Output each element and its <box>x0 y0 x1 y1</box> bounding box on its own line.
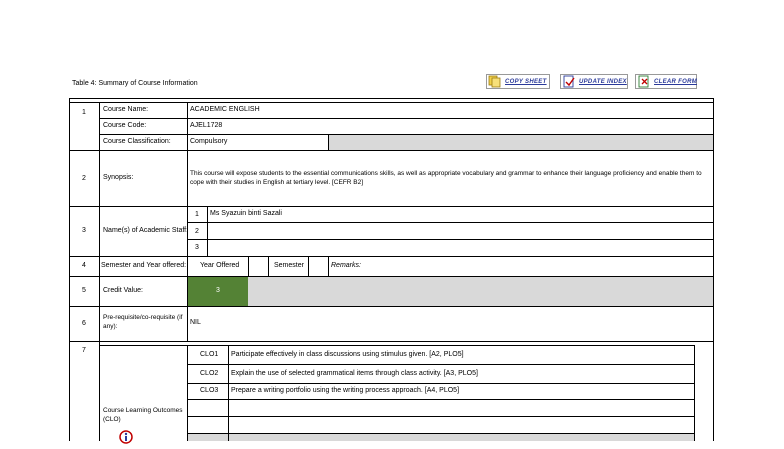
row-number: 2 <box>82 175 86 182</box>
row-number: 1 <box>82 109 86 116</box>
synopsis-label: Synopsis: <box>103 174 134 181</box>
info-icon[interactable] <box>119 430 133 444</box>
prerequisite-label: Pre-requisite/co-requisite (if any): <box>103 314 183 330</box>
clo-code: CLO2 <box>200 370 219 377</box>
row-number: 4 <box>82 262 86 269</box>
staff-number: 2 <box>195 228 199 235</box>
semester-year-label: Semester and Year offered: <box>101 262 187 269</box>
row-number: 5 <box>82 287 86 294</box>
course-name-label: Course Name: <box>103 106 149 113</box>
row-number: 7 <box>82 347 86 354</box>
credit-value: 3 <box>216 287 220 294</box>
row-number: 6 <box>82 320 86 327</box>
credit-blank-cell <box>248 276 713 306</box>
remarks-label: Remarks: <box>331 262 361 269</box>
clo-blank-row <box>188 433 694 441</box>
staff-number: 1 <box>195 211 199 218</box>
update-index-button[interactable]: UPDATE INDEX <box>560 74 628 89</box>
row-number: 3 <box>82 227 86 234</box>
update-icon <box>562 75 576 88</box>
credit-value-label: Credit Value: <box>103 287 143 294</box>
staff-name: Ms Syazuin binti Sazali <box>210 210 282 217</box>
course-code-value: AJEL1728 <box>190 122 223 129</box>
synopsis-value: This course will expose students to the essential communications skills, as well as appropriate vocabulary and grammar to enhance their language proficiency and enable them to cope with their studies in English at tertiary level. [CEFR B2] <box>190 170 702 186</box>
clo-label: Course Learning Outcomes (CLO) <box>103 407 183 423</box>
course-classification-value: Compulsory <box>190 138 228 145</box>
year-offered-label: Year Offered <box>200 262 240 269</box>
clo-text: Prepare a writing portfolio using the writing process approach. [A4, PLO5] <box>231 387 460 394</box>
copy-icon <box>488 75 502 88</box>
table-caption: Table 4: Summary of Course Information <box>72 80 198 87</box>
staff-number: 3 <box>195 244 199 251</box>
course-classification-label: Course Classification: <box>103 138 171 145</box>
course-code-label: Course Code: <box>103 122 147 129</box>
classification-blank-cell <box>328 134 713 150</box>
clo-code: CLO3 <box>200 387 219 394</box>
clear-icon <box>637 75 651 88</box>
clo-text: Participate effectively in class discussions using stimulus given. [A2, PLO5] <box>231 351 464 358</box>
clo-text: Explain the use of selected grammatical items through class activity. [A3, PLO5] <box>231 370 478 377</box>
semester-label: Semester <box>274 262 304 269</box>
copy-sheet-button[interactable]: COPY SHEET <box>486 74 550 89</box>
clo-code: CLO1 <box>200 351 219 358</box>
course-name-value: ACADEMIC ENGLISH <box>190 106 260 113</box>
academic-staff-label: Name(s) of Academic Staff: <box>103 227 189 234</box>
prerequisite-value: NIL <box>190 319 201 326</box>
clear-form-button[interactable]: CLEAR FORM <box>635 74 697 89</box>
